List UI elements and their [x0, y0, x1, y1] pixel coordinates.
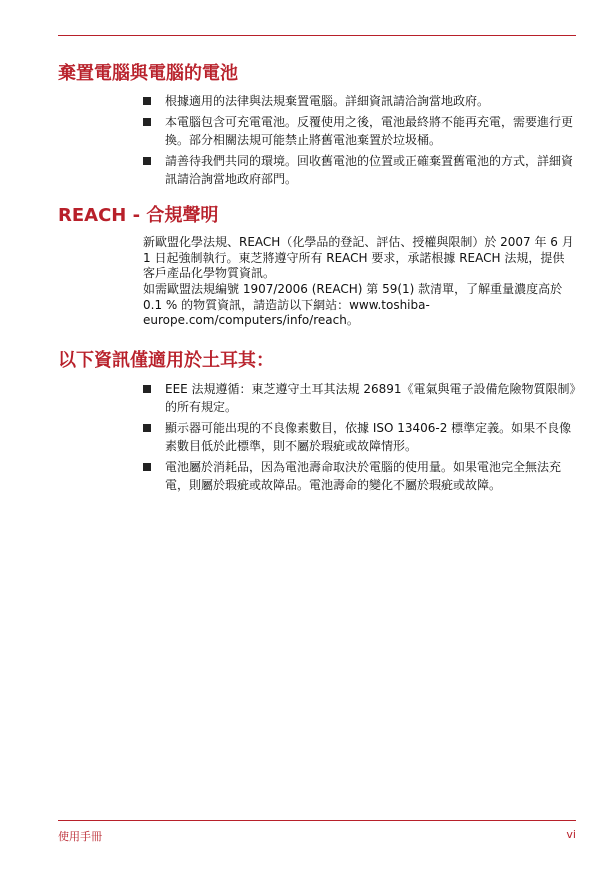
- list-item: 根據適用的法律與法規棄置電腦。詳細資訊請洽詢當地政府。: [143, 92, 576, 110]
- square-bullet-icon: [143, 385, 151, 393]
- list-item: 電池屬於消耗品，因為電池壽命取決於電腦的使用量。如果電池完全無法充電，則屬於瑕疵或故障品。電池壽命的變化不屬於瑕疵或故障。: [143, 458, 576, 494]
- list-item: 本電腦包含可充電電池。反覆使用之後，電池最終將不能再充電，需要進行更換。部分相關法規可能禁止將舊電池棄置於垃圾桶。: [143, 113, 576, 149]
- disposal-list: [143, 92, 576, 191]
- list-item: EEE 法規遵循：東芝遵守土耳其法規 26891《電氣與電子設備危險物質限制》的所有規定。: [143, 380, 576, 416]
- reach-paragraph-1: 新歐盟化學法規、REACH（化學品的登記、評估、授權與限制）於 2007 年 6 月 1 日起強制執行。東芝將遵守所有 REACH 要求，承諾根據 REACH 法規，提供客戶產品化學物質資訊。: [143, 235, 574, 280]
- list-item: 顯示器可能出現的不良像素數目，依據 ISO 13406-2 標準定義。如果不良像素數目低於此標準，則不屬於瑕疵或故障情形。: [143, 419, 576, 455]
- square-bullet-icon: [143, 118, 151, 126]
- square-bullet-icon: [143, 424, 151, 432]
- section-title-turkey: 以下資訊僅適用於土耳其：: [58, 350, 274, 371]
- turkey-list: [143, 380, 576, 497]
- list-item: 請善待我們共同的環境。回收舊電池的位置或正確棄置舊電池的方式，詳細資訊請洽詢當地政府部門。: [143, 152, 576, 188]
- footer-rule: [58, 820, 576, 821]
- square-bullet-icon: [143, 463, 151, 471]
- footer-manual-title: 使用手冊: [58, 830, 102, 843]
- section-title-reach: REACH - 合規聲明: [58, 205, 219, 226]
- square-bullet-icon: [143, 157, 151, 165]
- header-rule: [58, 35, 576, 36]
- page-number: vi: [566, 828, 576, 841]
- section-title-disposal: 棄置電腦與電腦的電池: [58, 63, 238, 84]
- square-bullet-icon: [143, 97, 151, 105]
- reach-paragraph-2: 如需歐盟法規編號 1907/2006 (REACH) 第 59(1) 款清單，了解重量濃度高於 0.1 % 的物質資訊，請造訪以下網站：www.toshiba-europe.com/computers/info/reach。: [143, 282, 563, 327]
